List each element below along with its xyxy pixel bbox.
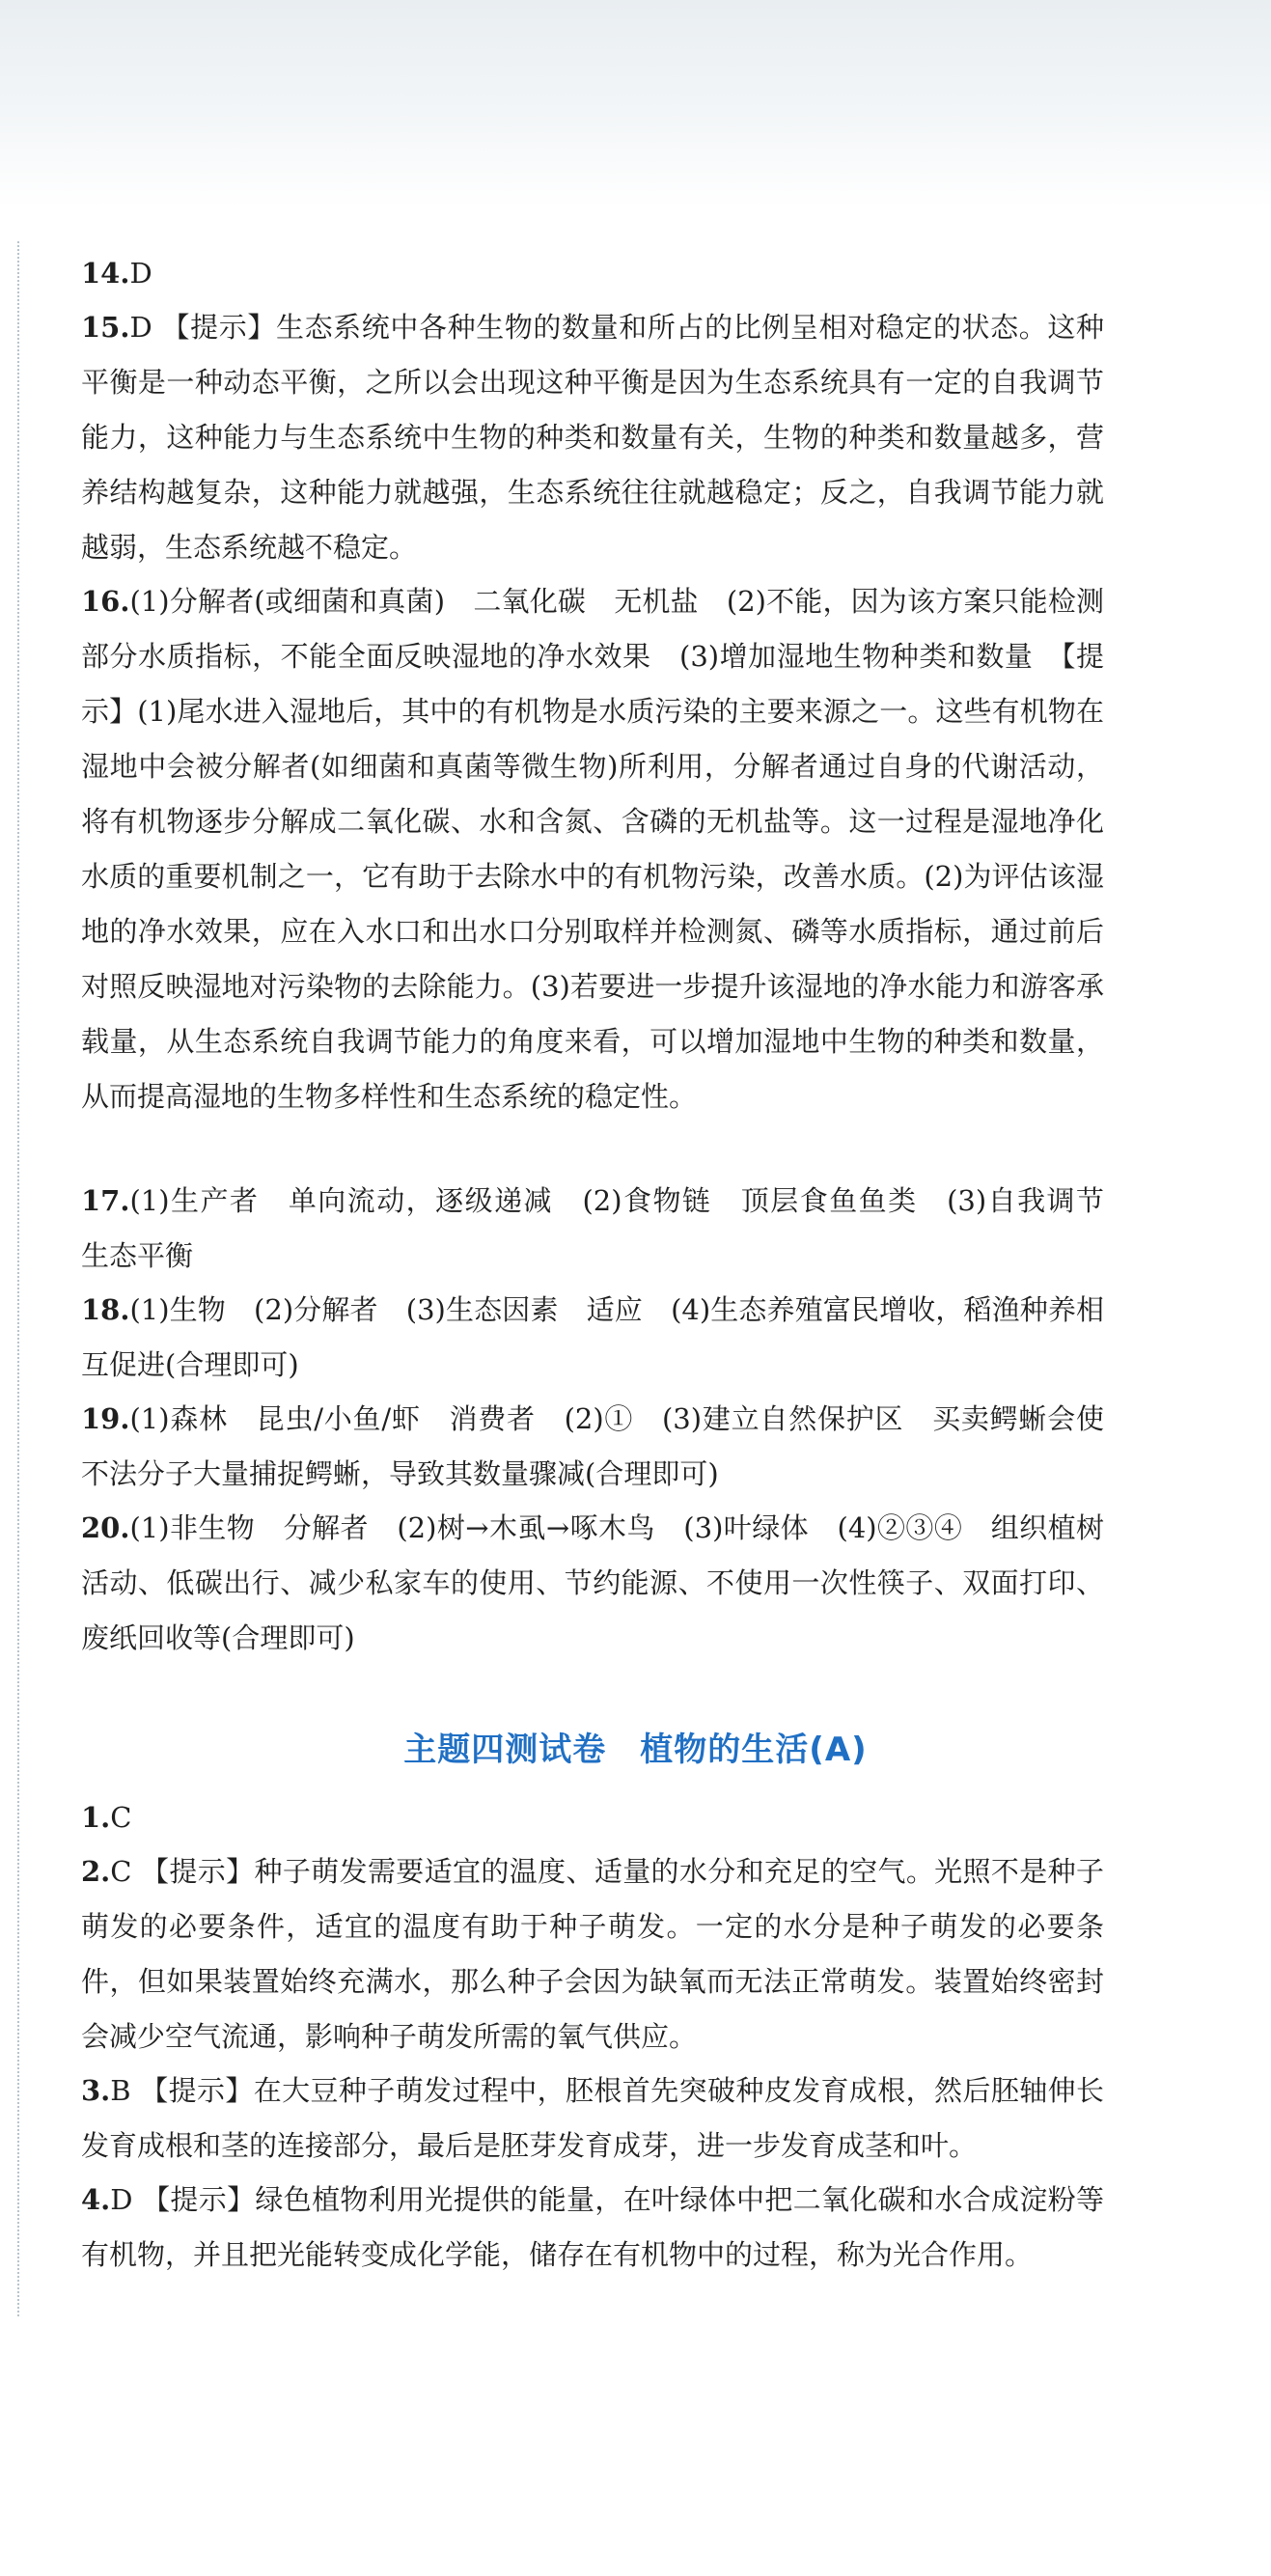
answer-17 xyxy=(81,1174,1133,1284)
answer-19 xyxy=(81,1392,1104,1502)
answer-4 xyxy=(81,2173,1104,2283)
answer-number: 19. xyxy=(81,1402,130,1435)
answer-text: (1)生产者 单向流动，逐级递减 (2)食物链 顶层食鱼鱼类 (3)自我调节 生态平衡 xyxy=(81,1184,1133,1272)
answer-number: 20. xyxy=(81,1511,130,1544)
answer-text: (1)分解者(或细菌和真菌) 二氧化碳 无机盐 (2)不能，因为该方案只能检测部分水质指标，不能全面反映湿地的净水效果 (3)增加湿地生物种类和数量 【提示】(1)尾水进入湿地后，其中的有机物是水质污染的主要来源之一。这些有机物在湿地中会被分解者(如细菌和真菌等微生物)所利用，分解者通过自身的代谢活动，将有机物逐步分解成二氧化碳、水和含氮、含磷的无机盐等。这一过程是湿地净化水质的重要机制之一，它有助于去除水中的有机物污染，改善水质。(2)为评估该湿地的净水效果，应在入水口和出水口分别取样并检测氮、磷等水质指标，通过前后对照反映湿地对污染物的去除能力。(3)若要进一步提升该湿地的净水能力和游客承载量，从生态系统自我调节能力的角度来看，可以增加湿地中生物的种类和数量，从而提高湿地的生物多样性和生态系统的稳定性。 xyxy=(81,585,1104,1113)
answer-number: 16. xyxy=(81,585,130,618)
answer-text: (1)森林 昆虫/小鱼/虾 消费者 (2)① (3)建立自然保护区 买卖鳄蜥会使不法分子大量捕捉鳄蜥，导致其数量骤减(合理即可) xyxy=(81,1402,1104,1490)
answer-text: (1)生物 (2)分解者 (3)生态因素 适应 (4)生态养殖富民增收，稻渔种养相互促进(合理即可) xyxy=(81,1293,1104,1381)
answer-text: D 【提示】生态系统中各种生物的数量和所占的比例呈相对稳定的状态。这种平衡是一种动态平衡，之所以会出现这种平衡是因为生态系统具有一定的自我调节能力，这种能力与生态系统中生物的种类和数量有关，生物的种类和数量越多，营养结构越复杂，这种能力就越强，生态系统往往就越稳定；反之，自我调节能力就越弱，生态系统越不稳定。 xyxy=(81,311,1104,564)
answer-1 xyxy=(81,1790,1104,1845)
answer-text: C 【提示】种子萌发需要适宜的温度、适量的水分和充足的空气。光照不是种子萌发的必要条件，适宜的温度有助于种子萌发。一定的水分是种子萌发的必要条件，但如果装置始终充满水，那么种子会因为缺氧而无法正常萌发。装置始终密封会减少空气流通，影响种子萌发所需的氧气供应。 xyxy=(81,1855,1104,2053)
answer-16 xyxy=(81,574,1104,1124)
answer-number: 3. xyxy=(81,2074,111,2107)
answer-15 xyxy=(81,300,1104,575)
answer-text: B 【提示】在大豆种子萌发过程中，胚根首先突破种皮发育成根，然后胚轴伸长发育成根和茎的连接部分，最后是胚芽发育成芽，进一步发育成茎和叶。 xyxy=(81,2074,1104,2162)
answer-text: (1)非生物 分解者 (2)树→木虱→啄木鸟 (3)叶绿体 (4)②③④ 组织植树活动、低碳出行、减少私家车的使用、节约能源、不使用一次性筷子、双面打印、废纸回收等(合理即可) xyxy=(81,1511,1104,1654)
answer-number: 18. xyxy=(81,1293,130,1326)
answer-number: 17. xyxy=(81,1184,130,1217)
binding-margin-line xyxy=(17,241,19,2316)
page-top-scan-band xyxy=(0,0,1271,208)
answer-text: D 【提示】绿色植物利用光提供的能量，在叶绿体中把二氧化碳和水合成淀粉等有机物，并且把光能转变成化学能，储存在有机物中的过程，称为光合作用。 xyxy=(81,2183,1104,2271)
answer-number: 14. xyxy=(81,257,130,290)
answer-number: 4. xyxy=(81,2183,111,2216)
answer-14 xyxy=(81,246,1104,301)
answer-number: 1. xyxy=(81,1801,111,1834)
answer-number: 2. xyxy=(81,1855,111,1888)
answer-20 xyxy=(81,1501,1104,1666)
answer-text: C xyxy=(110,1801,132,1834)
answer-18 xyxy=(81,1283,1104,1393)
answer-3 xyxy=(81,2064,1104,2174)
answer-text: D xyxy=(129,257,152,290)
answer-2 xyxy=(81,1844,1104,2064)
answer-number: 15. xyxy=(81,311,130,344)
section-heading: 主题四测试卷 植物的生活(A) xyxy=(403,1731,868,1769)
